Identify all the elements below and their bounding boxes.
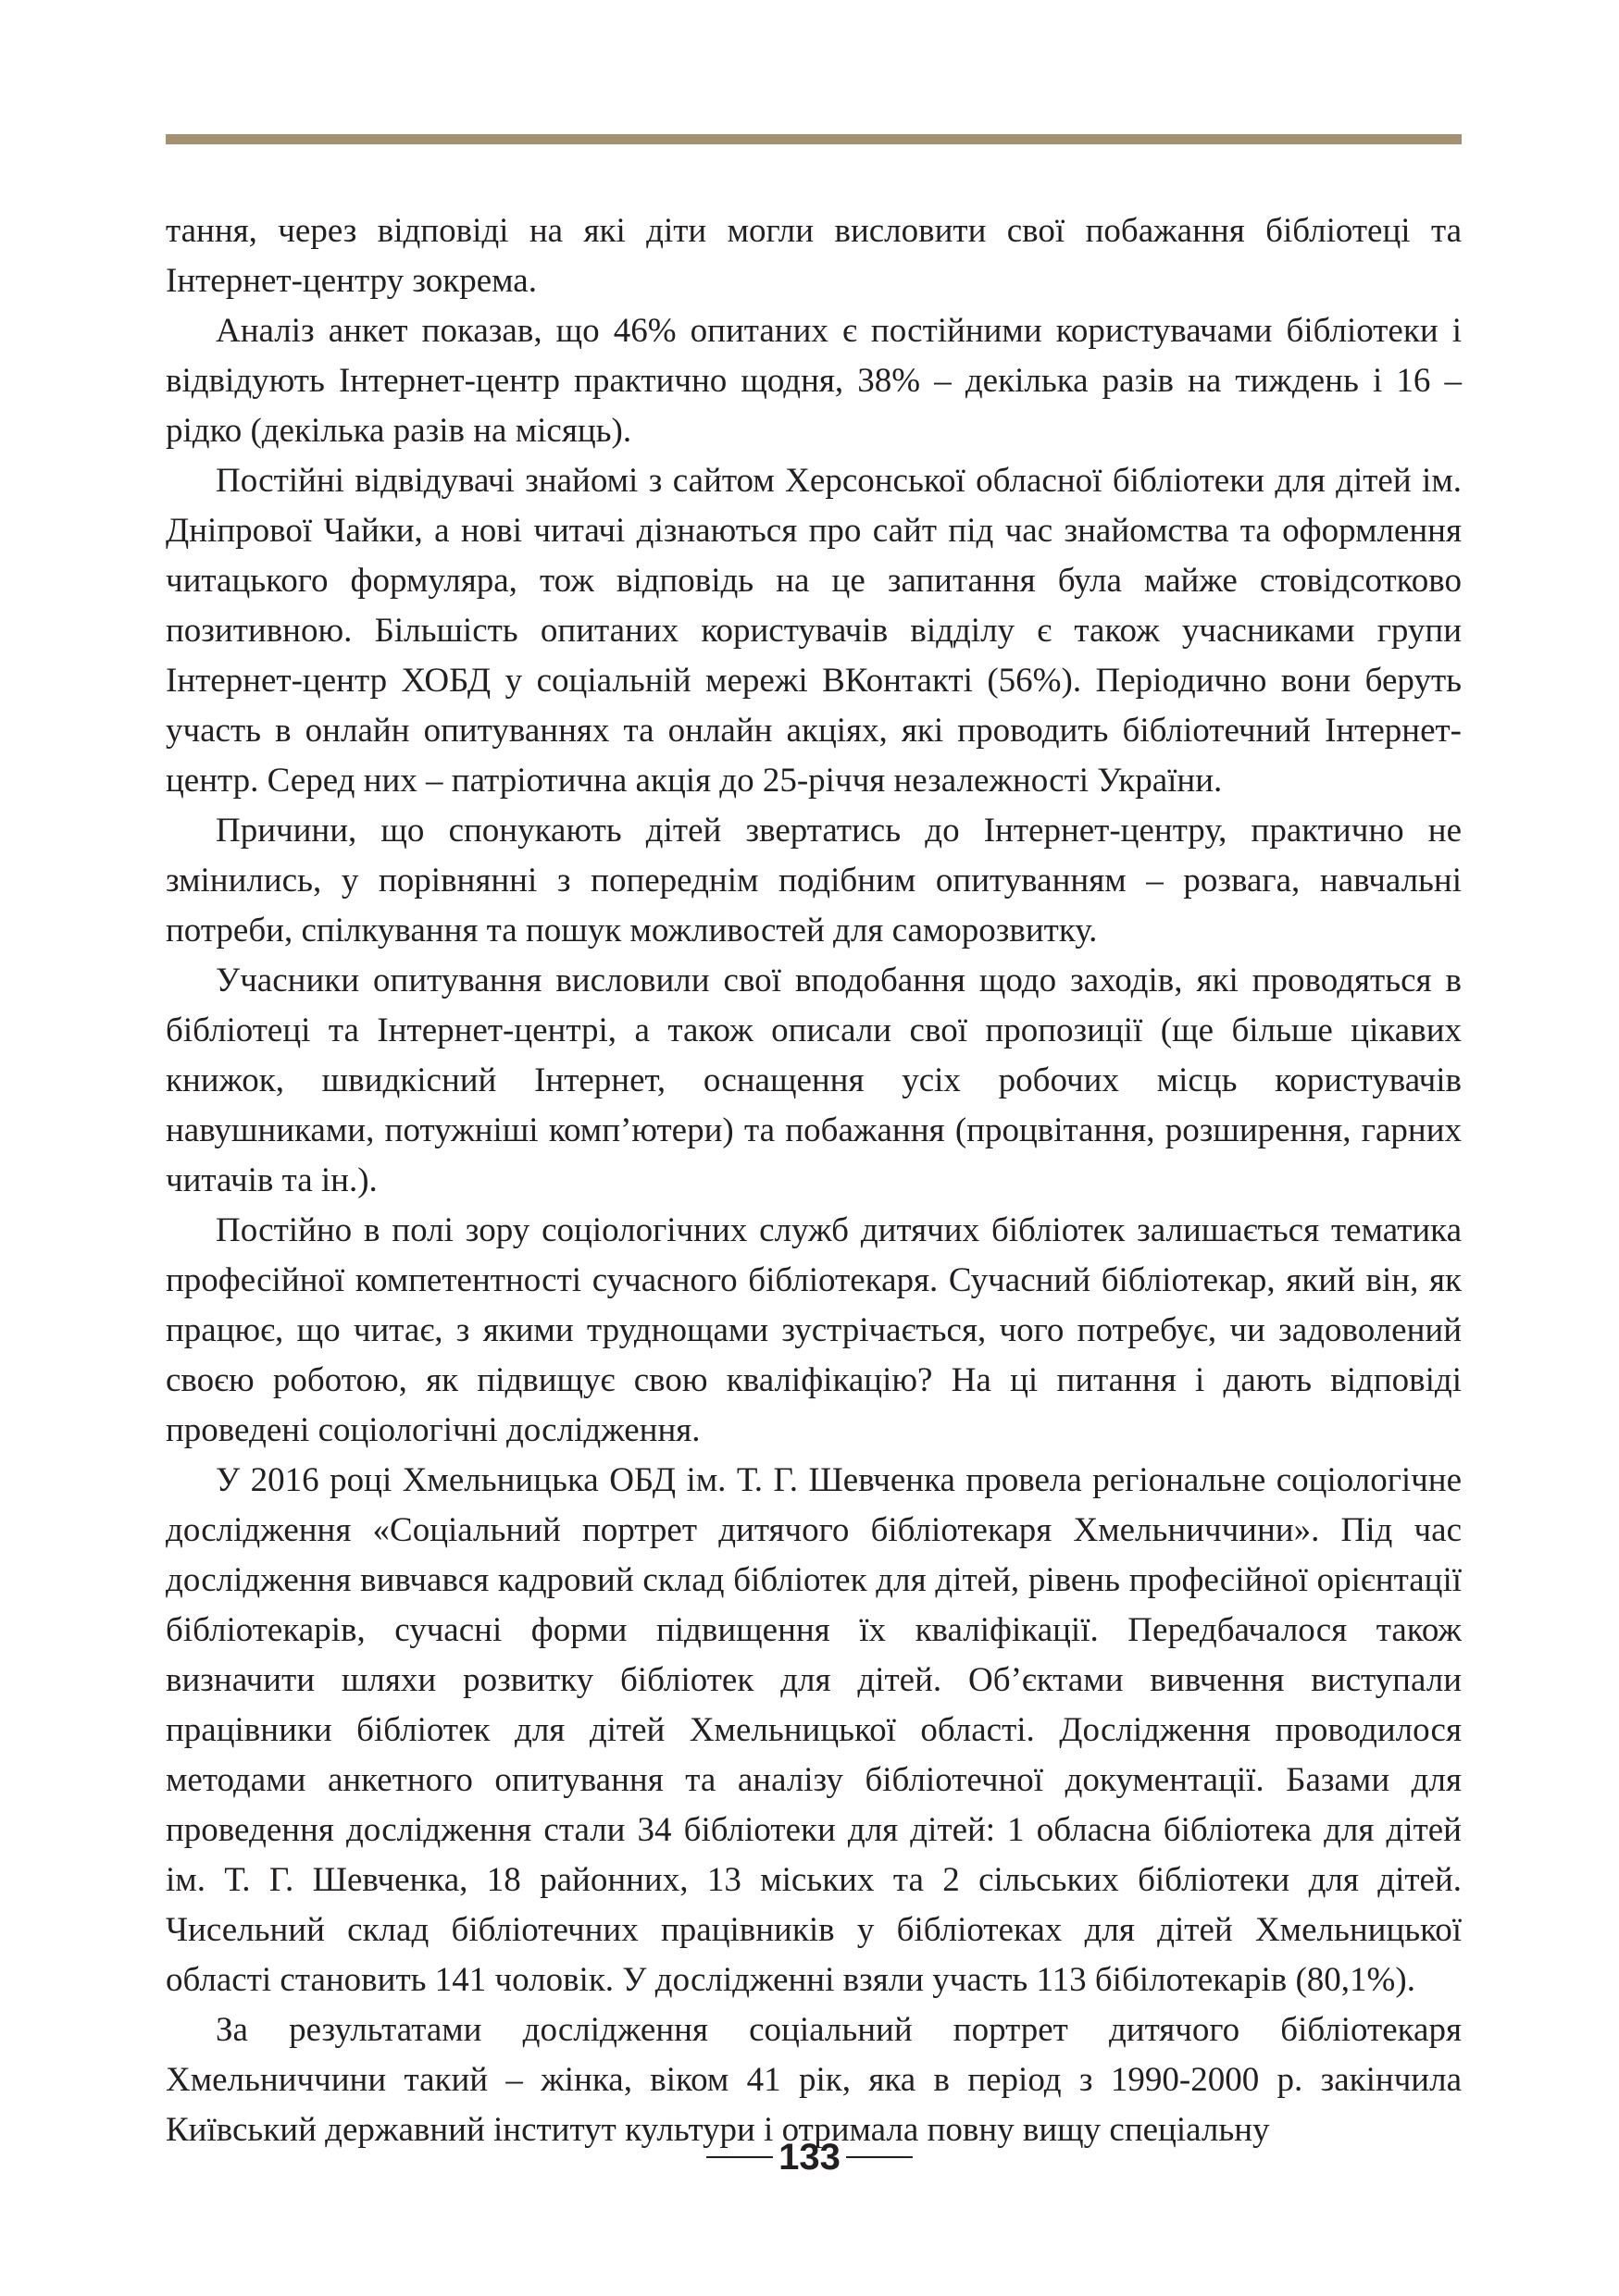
paragraph: Постійні відвідувачі знайомі з сайтом Херсонської обласної бібліотеки для дітей ім. Дніпрової Чайки, а нові читачі дізнаються про сайт під час знайомства та оформлення читацького формуляра, тож відповідь на це запитання була майже стовідсотково позитивною. Більшість опитаних користувачів відділу є також учасниками групи Інтернет-центр ХОБД у соціальній мережі ВКонтакті (56%). Періодично вони беруть участь в онлайн опитуваннях та онлайн акціях, які проводить бібліотечний Інтернет-центр. Серед них – патріотична акція до 25-річчя незалежності України. [166, 462, 1462, 800]
paragraph: За результатами дослідження соціальний портрет дитячого бібліотекаря Хмельниччини такий – жінка, віком 41 рік, яка в період з 1990-2000 р. закінчила Київський державний інститут культури і отримала повну вищу спеціальну [166, 2011, 1462, 2149]
paragraph: У 2016 році Хмельницька ОБД ім. Т. Г. Шевченка провела регіональне соціологічне дослідження «Соціальний портрет дитячого бібліотекаря Хмельниччини». Під час дослідження вивчався кадровий склад бібліотек для дітей, рівень професійної орієнтації бібліотекарів, сучасні форми підвищення їх кваліфікації. Передбачалося також визначити шляхи розвитку бібліотек для дітей. Об’єктами вивчення виступали працівники бібліотек для дітей Хмельницької області. Дослідження проводилося методами анкетного опитування та аналізу бібліотечної документації. Базами для проведення дослідження стали 34 бібліотеки для дітей: 1 обласна бібліотека для дітей ім. Т. Г. Шевченка, 18 районних, 13 міських та 2 сільських бібліотеки для дітей. Чисельний склад бібліотечних працівників у бібліотеках для дітей Хмельницької області становить 141 чоловік. У дослідженні взяли участь 113 бібілотекарів (80,1%). [166, 1461, 1462, 1999]
paragraph: Аналіз анкет показав, що 46% опитаних є постійними користувачами бібліотеки і відвідують Інтернет-центр практично щодня, 38% – декілька разів на тиждень і 16 – рідко (декілька разів на місяць). [166, 312, 1462, 450]
paragraph: Учасники опитування висловили свої вподобання щодо заходів, які проводяться в бібліотеці та Інтернет-центрі, а також описали свої пропозиції (ще більше цікавих книжок, швидкісний Інтернет, оснащення усіх робочих місць користувачів навушниками, потужніші комп’ютери) та побажання (процвітання, розширення, гарних читачів та ін.). [166, 962, 1462, 1199]
body-text [166, 206, 1462, 2155]
footer-rule-left [706, 2156, 773, 2158]
header-rule [166, 134, 1462, 144]
paragraph: Причини, що спонукають дітей звертатись до Інтернет-центру, практично не змінились, у порівнянні з попереднім подібним опитуванням – розвага, навчальні потреби, спілкування та пошук можливостей для саморозвитку. [166, 812, 1462, 949]
footer-rule-right [846, 2156, 913, 2158]
paragraph: тання, через відповіді на які діти могли висловити свої побажання бібліотеці та Інтернет-центру зокрема. [166, 212, 1462, 300]
paragraph: Постійно в полі зору соціологічних служб дитячих бібліотек залишається тематика професійної компетентності сучасного бібліотекаря. Сучасний бібліотекар, який він, як працює, що читає, з якими труднощами зустрічається, чого потребує, чи задоволений своєю роботою, як підвищує свою кваліфікацію? На ці питання і дають відповіді проведені соціологічні дослідження. [166, 1211, 1462, 1449]
page-footer [0, 2139, 1619, 2176]
page-number: 133 [778, 2137, 841, 2178]
